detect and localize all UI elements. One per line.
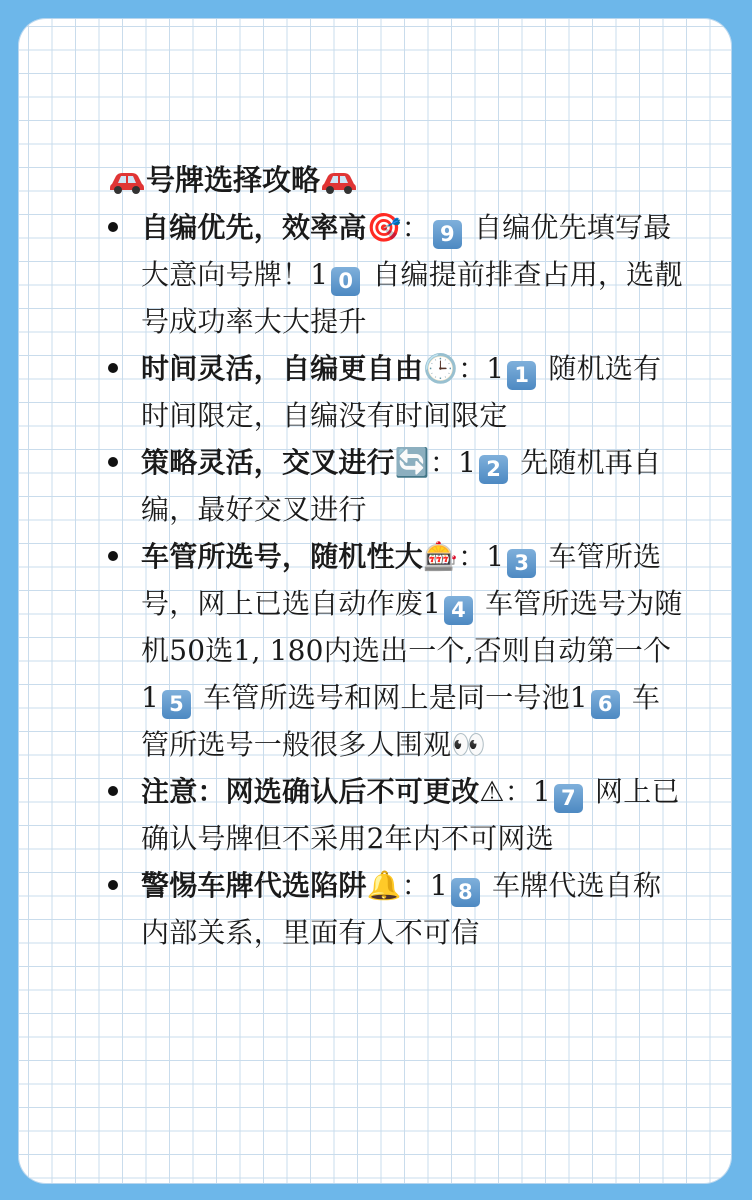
colon: ：	[401, 869, 430, 902]
item-text: 1	[486, 352, 505, 385]
item-text: 车管所选号一般很多人围观👀	[141, 681, 661, 761]
number-badge: 8	[451, 878, 480, 907]
colon: ：	[504, 775, 533, 808]
colon: ：	[401, 211, 430, 244]
number-badge: 6	[591, 690, 620, 719]
item-text: 先随机再自编，最好交叉进行	[141, 446, 662, 526]
item-heading: 注意：网选确认后不可更改	[141, 775, 480, 808]
bullet-dot	[108, 457, 118, 467]
note-card	[18, 18, 732, 1184]
item-text: 1	[458, 446, 477, 479]
list-item	[108, 862, 688, 956]
warning-icon: ⚠	[479, 775, 505, 808]
list-item	[108, 204, 688, 345]
bullet-dot	[108, 786, 118, 796]
number-badge: 0	[331, 267, 360, 296]
bullet-dot	[108, 880, 118, 890]
item-text: 1	[429, 869, 448, 902]
document-title-text: 号牌选择攻略	[146, 163, 321, 197]
bullet-dot	[108, 222, 118, 232]
bullet-dot	[108, 551, 118, 561]
repeat-icon: 🔄	[394, 446, 430, 479]
colon: ：	[458, 540, 487, 573]
item-heading: 时间灵活，自编更自由	[141, 352, 424, 385]
number-badge: 3	[507, 549, 536, 578]
item-text: 网上已确认号牌但不采用2年内不可网选	[141, 775, 680, 855]
item-text: 1	[532, 775, 551, 808]
number-badge: 4	[444, 596, 473, 625]
list-item	[108, 533, 688, 768]
car-icon	[108, 165, 146, 195]
number-badge: 9	[433, 220, 462, 249]
item-text: 随机选有时间限定，自编没有时间限定	[141, 352, 662, 432]
item-text: 自编优先填写最大意向号牌！1	[141, 211, 672, 291]
item-text: 车管所选号，网上已选自动作废1	[141, 540, 662, 620]
number-badge: 1	[507, 361, 536, 390]
car-icon	[320, 165, 358, 195]
colon: ：	[429, 446, 459, 479]
number-badge: 2	[479, 455, 508, 484]
item-text: 1	[486, 540, 505, 573]
list-item	[108, 768, 688, 862]
target-icon: 🎯	[366, 211, 402, 244]
item-text: 车牌代选自称内部关系，里面有人不可信	[141, 869, 662, 949]
document-title	[108, 158, 688, 202]
colon: ：	[458, 352, 487, 385]
item-heading: 车管所选号，随机性大	[141, 540, 424, 573]
list-item	[108, 439, 688, 533]
number-badge: 7	[554, 784, 583, 813]
item-text: 车管所选号和网上是同一号池1	[194, 681, 588, 714]
slot-machine-icon: 🎰	[423, 540, 459, 573]
document-body	[108, 158, 688, 956]
item-text: 自编提前排查占用，选靓号成功率大大提升	[141, 258, 683, 338]
item-heading: 警惕车牌代选陷阱	[141, 869, 367, 902]
number-badge: 5	[162, 690, 191, 719]
clock-icon: 🕒	[423, 352, 459, 385]
bell-icon: 🔔	[366, 869, 402, 902]
item-text: 车管所选号为随机50选1, 180内选出一个,否则自动第一个1	[141, 587, 683, 714]
bullet-dot	[108, 363, 118, 373]
list-item	[108, 345, 688, 439]
tips-list	[108, 204, 688, 956]
item-heading: 策略灵活，交叉进行	[141, 446, 395, 479]
item-heading: 自编优先，效率高	[141, 211, 367, 244]
